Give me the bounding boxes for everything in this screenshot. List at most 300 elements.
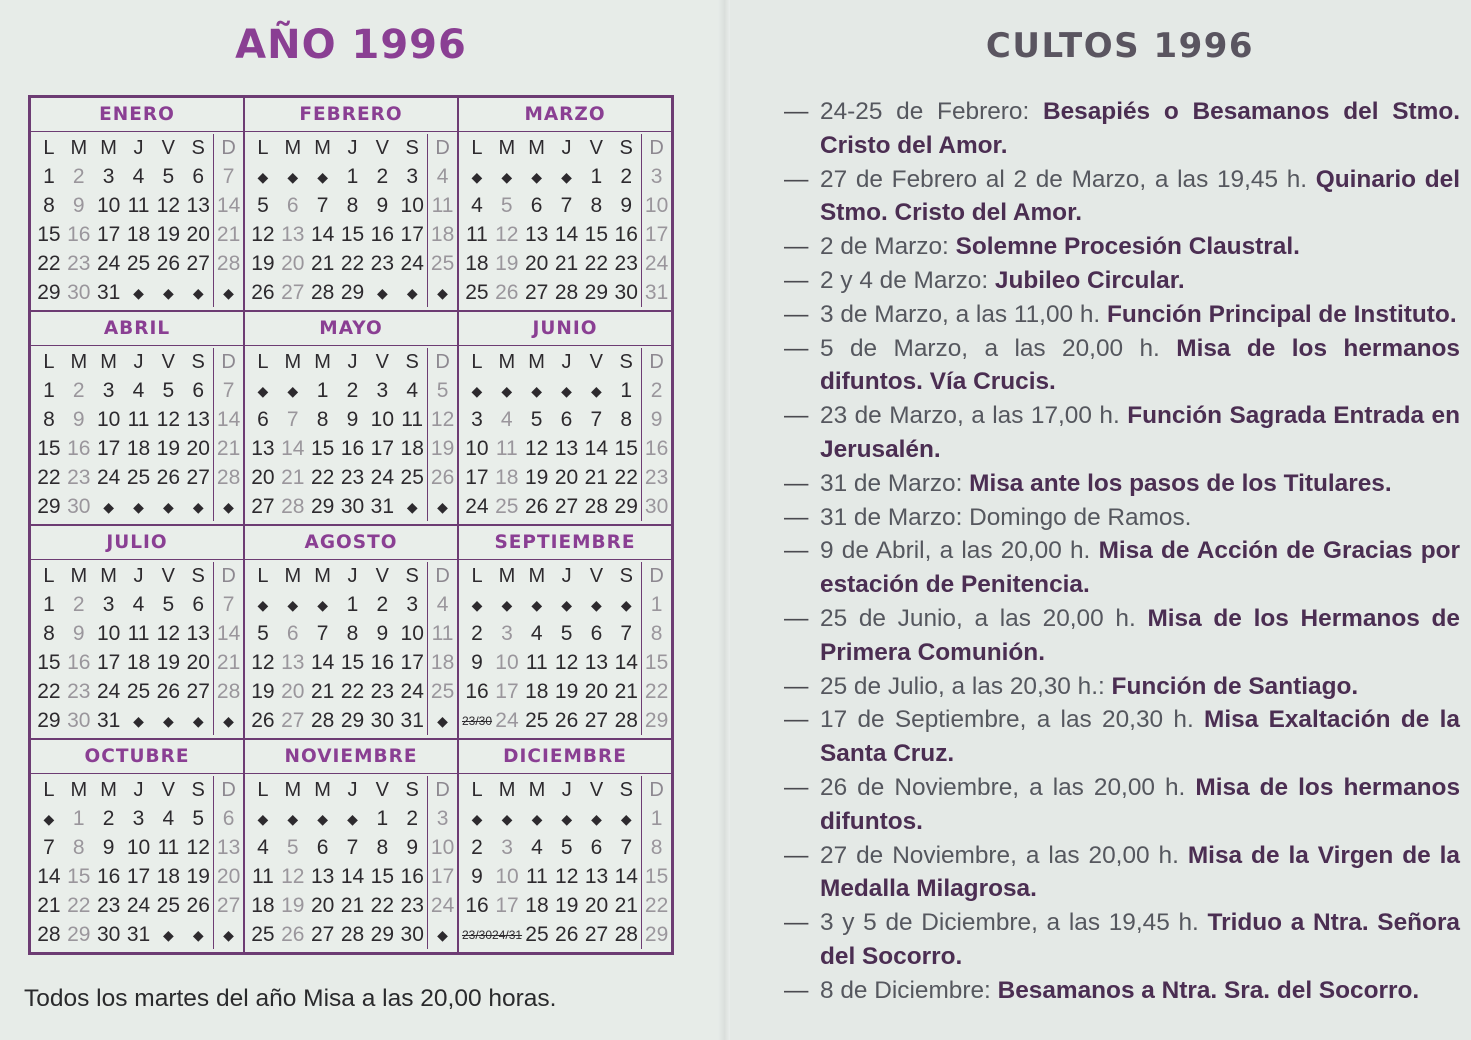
day-cell: 7 xyxy=(316,622,329,645)
dash-bullet: — xyxy=(784,841,809,869)
day-cell: 5 xyxy=(560,836,573,859)
day-cell: 18 xyxy=(126,223,151,246)
day-cell: 16 xyxy=(67,437,91,460)
day-cell: 6 xyxy=(286,622,299,645)
day-cell: 11 xyxy=(526,865,548,888)
empty-day-mark: ◆ xyxy=(213,492,243,521)
dash-bullet: — xyxy=(784,537,809,565)
day-cell: 29 xyxy=(584,281,609,304)
weekday-header: L xyxy=(471,137,483,159)
month-abril xyxy=(30,311,244,525)
day-cell: 26 xyxy=(554,709,579,732)
empty-day-mark: ◆ xyxy=(162,712,174,729)
day-cell: 7 xyxy=(620,622,633,645)
day-cell: 6 xyxy=(192,165,205,188)
event-text xyxy=(820,298,1460,332)
month-days xyxy=(245,560,457,738)
day-cell: 1 xyxy=(590,165,603,188)
day-cell: 19 xyxy=(555,894,579,917)
day-cell: 15 xyxy=(37,223,61,246)
event-item xyxy=(784,230,1460,264)
event-description: Triduo a Ntra. Señora del Socorro. xyxy=(820,909,1460,970)
day-cell: 28 xyxy=(310,709,335,732)
empty-day-mark: ◆ xyxy=(287,596,299,613)
day-cell: 4 xyxy=(132,593,145,616)
day-cell: 25 xyxy=(495,495,519,518)
event-date: 31 de Marzo: xyxy=(820,469,963,497)
day-cell: 27 xyxy=(524,281,549,304)
weekday-header: D xyxy=(641,348,671,376)
weekday-header: V xyxy=(375,565,390,587)
day-cell: 29 xyxy=(37,495,61,518)
empty-day-mark: ◆ xyxy=(501,382,513,399)
day-cell: 17 xyxy=(495,680,519,703)
day-cell: 25 xyxy=(156,894,181,917)
empty-day-mark: ◆ xyxy=(43,810,55,827)
day-cell: 10 xyxy=(96,408,121,431)
day-cell: 15 xyxy=(614,437,638,460)
day-cell: 22 xyxy=(340,680,365,703)
day-cell: 17 xyxy=(427,862,457,891)
day-cell: 21 xyxy=(340,894,365,917)
month-name: FEBRERO xyxy=(245,98,457,132)
day-cell: 29 xyxy=(340,281,365,304)
empty-day-mark: ◆ xyxy=(192,712,204,729)
page-fold xyxy=(718,0,730,1040)
empty-day-mark: ◆ xyxy=(257,596,269,613)
day-cell: 1 xyxy=(641,804,671,833)
empty-day-mark: ◆ xyxy=(471,810,483,827)
day-cell: 12 xyxy=(251,223,275,246)
month-name: ABRIL xyxy=(31,312,243,346)
day-cell: 24 xyxy=(465,495,489,518)
day-cell: 13 xyxy=(310,865,335,888)
day-cell: 17 xyxy=(126,865,151,888)
event-item xyxy=(784,467,1460,501)
weekday-header: J xyxy=(561,137,572,159)
empty-day-mark: ◆ xyxy=(531,382,543,399)
empty-day-mark: ◆ xyxy=(192,284,204,301)
day-cell: 27 xyxy=(310,923,335,946)
empty-day-mark: ◆ xyxy=(257,168,269,185)
weekday-header: L xyxy=(43,565,55,587)
day-cell: 22 xyxy=(67,894,91,917)
day-cell: 4 xyxy=(500,408,513,431)
event-text xyxy=(820,501,1460,535)
day-cell: 1 xyxy=(346,593,359,616)
month-name: MARZO xyxy=(459,98,671,132)
weekday-header: D xyxy=(427,134,457,162)
day-cell: 23 xyxy=(340,466,365,489)
event-text xyxy=(820,974,1460,1008)
day-cell: 3 xyxy=(132,807,145,830)
dash-bullet: — xyxy=(784,402,809,430)
event-description: Besapiés o Besamanos del Stmo. Cristo del Amor. xyxy=(820,98,1460,159)
day-cell: 8 xyxy=(43,194,55,217)
day-cell: 29 xyxy=(310,495,335,518)
day-cell: 6 xyxy=(560,408,573,431)
empty-day-mark: ◆ xyxy=(427,278,457,307)
day-cell: 5 xyxy=(427,376,457,405)
weekday-header: V xyxy=(375,137,390,159)
day-cell: 14 xyxy=(340,865,365,888)
day-cell: 18 xyxy=(427,648,457,677)
month-days xyxy=(31,560,243,738)
month-octubre xyxy=(30,739,244,953)
weekday-header: L xyxy=(43,779,55,801)
weekday-header: M xyxy=(70,137,88,159)
month-days xyxy=(245,774,457,952)
weekday-header: L xyxy=(257,565,269,587)
day-cell: 7 xyxy=(560,194,573,217)
day-cell: 26 xyxy=(251,709,275,732)
day-cell: 28 xyxy=(281,495,305,518)
day-cell: 6 xyxy=(286,194,299,217)
month-days xyxy=(31,132,243,310)
dash-bullet: — xyxy=(784,98,809,125)
day-cell: 15 xyxy=(340,651,365,674)
day-cell: 17 xyxy=(400,651,424,674)
day-cell: 18 xyxy=(126,437,151,460)
day-cell: 28 xyxy=(213,463,243,492)
dash-bullet: — xyxy=(784,165,809,193)
day-cell: 15 xyxy=(584,223,609,246)
day-cell: 13 xyxy=(584,651,609,674)
footer-note: Todos los martes del año Misa a las 20,00 horas. xyxy=(24,985,557,1012)
weekday-header: S xyxy=(405,137,419,159)
weekday-header: V xyxy=(161,137,176,159)
day-cell: 21 xyxy=(37,894,61,917)
event-text xyxy=(820,906,1460,974)
day-cell: 15 xyxy=(37,437,61,460)
day-cell: 11 xyxy=(127,408,150,431)
day-cell: 12 xyxy=(554,651,579,674)
day-cell: 24 xyxy=(96,680,121,703)
weekday-header: M xyxy=(314,565,331,587)
weekday-header: M xyxy=(284,779,302,801)
weekday-header: L xyxy=(257,137,269,159)
day-cell: 18 xyxy=(400,437,424,460)
weekday-header: V xyxy=(589,137,604,159)
day-cell: 20 xyxy=(186,437,210,460)
day-cell: 7 xyxy=(213,590,243,619)
day-cell: 12 xyxy=(427,405,457,434)
weekday-header: S xyxy=(405,351,419,373)
day-cell: 9 xyxy=(72,194,85,217)
day-cell: 13 xyxy=(554,437,579,460)
day-cell: 21 xyxy=(213,434,243,463)
day-cell: 9 xyxy=(376,194,389,217)
event-item xyxy=(784,602,1460,670)
day-cell: 17 xyxy=(400,223,424,246)
day-cell: 17 xyxy=(641,220,671,249)
event-text xyxy=(820,399,1460,467)
event-text xyxy=(820,771,1460,839)
weekday-header: M xyxy=(100,137,117,159)
day-cell: 7 xyxy=(316,194,329,217)
dash-bullet: — xyxy=(784,773,809,801)
day-cell: 31 xyxy=(370,495,395,518)
event-description: Misa de Acción de Gracias por estación de Penitencia. xyxy=(820,537,1460,599)
day-cell: 2 xyxy=(376,165,389,188)
day-cell: 3 xyxy=(427,804,457,833)
day-cell: 17 xyxy=(495,894,519,917)
day-cell: 22 xyxy=(37,252,61,275)
day-cell: 14 xyxy=(584,437,609,460)
day-cell: 9 xyxy=(72,408,85,431)
weekday-header: V xyxy=(589,565,604,587)
day-cell: 16 xyxy=(67,651,91,674)
day-cell: 12 xyxy=(495,223,519,246)
day-cell: 5 xyxy=(560,622,573,645)
event-description: Misa ante los pasos de los Titulares. xyxy=(969,469,1392,497)
day-cell: 24 xyxy=(427,891,457,920)
weekday-header: M xyxy=(100,779,117,801)
day-cell: 30 xyxy=(370,709,395,732)
day-cell: 6 xyxy=(213,804,243,833)
day-cell: 26 xyxy=(495,281,519,304)
month-mayo xyxy=(244,311,458,525)
day-cell: 21 xyxy=(213,220,243,249)
day-cell: 26 xyxy=(156,252,181,275)
empty-day-mark: ◆ xyxy=(620,596,632,613)
empty-day-mark: ◆ xyxy=(162,284,174,301)
day-cell: 10 xyxy=(495,651,519,674)
day-cell: 14 xyxy=(37,865,61,888)
day-cell: 1 xyxy=(43,165,55,188)
day-cell: 13 xyxy=(281,223,305,246)
event-item xyxy=(784,839,1460,907)
empty-day-mark: ◆ xyxy=(317,168,329,185)
day-cell: 2 xyxy=(641,376,671,405)
day-cell: 2 xyxy=(346,379,359,402)
day-cell: 19 xyxy=(156,437,181,460)
dash-bullet: — xyxy=(784,334,809,362)
day-cell: 1 xyxy=(43,379,55,402)
day-cell: 15 xyxy=(37,651,61,674)
event-description: Función Sagrada Entrada en Jerusalén. xyxy=(820,402,1460,463)
day-cell: 2 xyxy=(471,836,483,859)
empty-day-mark: ◆ xyxy=(213,278,243,307)
dash-bullet: — xyxy=(784,909,809,937)
day-cell: 4 xyxy=(530,622,543,645)
day-cell: 7 xyxy=(286,408,299,431)
day-cell: 18 xyxy=(525,894,549,917)
day-cell: 31 xyxy=(96,281,121,304)
day-cell: 12 xyxy=(186,836,210,859)
day-cell: 26 xyxy=(156,466,181,489)
day-cell: 10 xyxy=(400,622,424,645)
day-cell: 30 xyxy=(96,923,121,946)
weekday-header: S xyxy=(619,779,633,801)
event-text xyxy=(820,602,1460,670)
weekday-header: M xyxy=(70,779,88,801)
day-cell: 25 xyxy=(525,923,549,946)
day-cell: 23 xyxy=(96,894,121,917)
day-cell: 3 xyxy=(501,836,513,859)
day-cell: 5 xyxy=(257,622,269,645)
weekday-header: S xyxy=(405,565,419,587)
day-cell: 6 xyxy=(590,622,603,645)
weekday-header: S xyxy=(191,565,205,587)
day-cell: 8 xyxy=(376,836,389,859)
day-cell: 21 xyxy=(281,466,305,489)
day-cell: 11 xyxy=(525,651,548,674)
day-cell: 4 xyxy=(531,836,543,859)
day-cell: 19 xyxy=(251,252,275,275)
weekday-header: S xyxy=(405,779,419,801)
day-cell: 1 xyxy=(376,807,389,830)
day-cell: 27 xyxy=(251,495,275,518)
day-cell: 11 xyxy=(466,223,488,246)
day-cell: 14 xyxy=(213,405,243,434)
event-date: 2 de Marzo: xyxy=(820,233,949,261)
weekday-header: L xyxy=(471,779,483,801)
day-cell: 20 xyxy=(310,894,335,917)
weekday-header: D xyxy=(427,776,457,804)
day-cell: 31 xyxy=(641,278,671,307)
dash-bullet: — xyxy=(784,976,809,1004)
day-cell: 14 xyxy=(614,865,638,888)
day-cell: 28 xyxy=(340,923,365,946)
weekday-header: J xyxy=(561,779,572,801)
day-cell: 16 xyxy=(641,434,671,463)
day-cell: 10 xyxy=(495,865,519,888)
day-cell: 8 xyxy=(346,194,359,217)
weekday-header: J xyxy=(133,779,144,801)
event-item xyxy=(784,501,1460,535)
weekday-header: V xyxy=(375,351,390,373)
weekday-header: V xyxy=(161,779,176,801)
day-cell: 4 xyxy=(406,379,419,402)
day-cell: 15 xyxy=(67,865,91,888)
day-cell: 20 xyxy=(186,223,210,246)
day-cell: 16 xyxy=(96,865,121,888)
day-cell: 27 xyxy=(584,709,609,732)
day-cell: 16 xyxy=(465,894,489,917)
day-cell: 8 xyxy=(43,408,55,431)
empty-day-mark: ◆ xyxy=(103,498,115,515)
dash-bullet: — xyxy=(784,266,809,294)
day-cell: 3 xyxy=(102,593,115,616)
day-cell: 21 xyxy=(310,680,335,703)
day-cell: 26 xyxy=(555,923,579,946)
weekday-header: M xyxy=(284,351,302,373)
day-cell: 26 xyxy=(524,495,549,518)
weekday-header: V xyxy=(589,351,604,373)
day-cell: 20 xyxy=(251,466,275,489)
day-cell: 15 xyxy=(340,223,365,246)
day-cell: 27 xyxy=(281,281,305,304)
day-cell: 14 xyxy=(281,437,305,460)
day-cell: 3 xyxy=(406,165,419,188)
day-cell: 15 xyxy=(370,865,395,888)
weekday-header: L xyxy=(471,351,483,373)
day-cell: 20 xyxy=(584,680,609,703)
month-name: AGOSTO xyxy=(245,526,457,560)
day-cell: 13 xyxy=(281,651,305,674)
day-cell: 22 xyxy=(310,466,335,489)
month-name: JULIO xyxy=(31,526,243,560)
day-cell: 23 xyxy=(67,466,91,489)
day-cell: 14 xyxy=(310,651,335,674)
event-date: 2 y 4 de Marzo: xyxy=(820,266,989,294)
weekday-header: J xyxy=(133,565,144,587)
day-cell: 26 xyxy=(427,463,457,492)
day-cell: 25 xyxy=(525,709,549,732)
day-cell: 12 xyxy=(156,622,181,645)
day-cell: 24 xyxy=(495,709,519,732)
day-cell: 27 xyxy=(186,466,210,489)
event-item xyxy=(784,670,1460,704)
event-date: 3 de Marzo, a las 11,00 h. xyxy=(820,300,1101,328)
day-cell: 1 xyxy=(641,590,671,619)
event-description: Quinario del Stmo. Cristo del Amor. xyxy=(820,165,1461,227)
event-text xyxy=(820,264,1460,298)
day-cell: 11 xyxy=(427,191,457,220)
day-cell: 2 xyxy=(72,379,85,402)
weekday-header: V xyxy=(589,779,604,801)
dash-bullet: — xyxy=(784,469,809,497)
empty-day-mark: ◆ xyxy=(213,920,243,949)
empty-day-mark: ◆ xyxy=(406,284,418,301)
day-cell: 1 xyxy=(620,379,633,402)
empty-day-mark: ◆ xyxy=(257,810,269,827)
empty-day-mark: ◆ xyxy=(561,596,572,613)
weekday-header: S xyxy=(619,565,633,587)
day-cell: 19 xyxy=(524,466,549,489)
day-cell: 5 xyxy=(286,836,299,859)
day-cell: 23 xyxy=(641,463,671,492)
day-cell: 30 xyxy=(67,709,91,732)
day-cell: 8 xyxy=(620,408,633,431)
day-cell: 23 xyxy=(370,252,395,275)
day-cell: 21 xyxy=(310,252,335,275)
event-text xyxy=(820,534,1460,602)
event-text xyxy=(820,95,1460,163)
day-cell: 17 xyxy=(96,651,121,674)
day-cell: 22 xyxy=(641,891,671,920)
day-cell: 15 xyxy=(641,648,671,677)
day-cell: 18 xyxy=(251,894,275,917)
weekday-header: D xyxy=(427,348,457,376)
day-cell: 12 xyxy=(524,437,549,460)
day-cell: 19 xyxy=(156,223,181,246)
weekday-header: D xyxy=(641,562,671,590)
day-cell: 29 xyxy=(370,923,395,946)
event-text xyxy=(820,230,1460,264)
event-item xyxy=(784,95,1460,163)
day-cell: 22 xyxy=(37,466,61,489)
weekday-header: L xyxy=(43,351,55,373)
day-cell: 6 xyxy=(590,836,603,859)
day-cell: 21 xyxy=(614,680,638,703)
day-cell: 19 xyxy=(251,680,275,703)
day-cell: 19 xyxy=(554,680,579,703)
day-cell: 4 xyxy=(132,379,145,402)
day-cell: 5 xyxy=(530,408,543,431)
day-cell: 13 xyxy=(213,833,243,862)
day-cell: 3 xyxy=(102,165,115,188)
empty-day-mark: ◆ xyxy=(561,382,572,399)
empty-day-mark: ◆ xyxy=(133,712,144,729)
day-cell: 4 xyxy=(471,194,483,217)
day-cell: 22 xyxy=(641,677,671,706)
event-item xyxy=(784,163,1460,231)
day-cell: 16 xyxy=(370,223,395,246)
empty-day-mark: ◆ xyxy=(531,168,543,185)
day-cell: 19 xyxy=(495,252,519,275)
